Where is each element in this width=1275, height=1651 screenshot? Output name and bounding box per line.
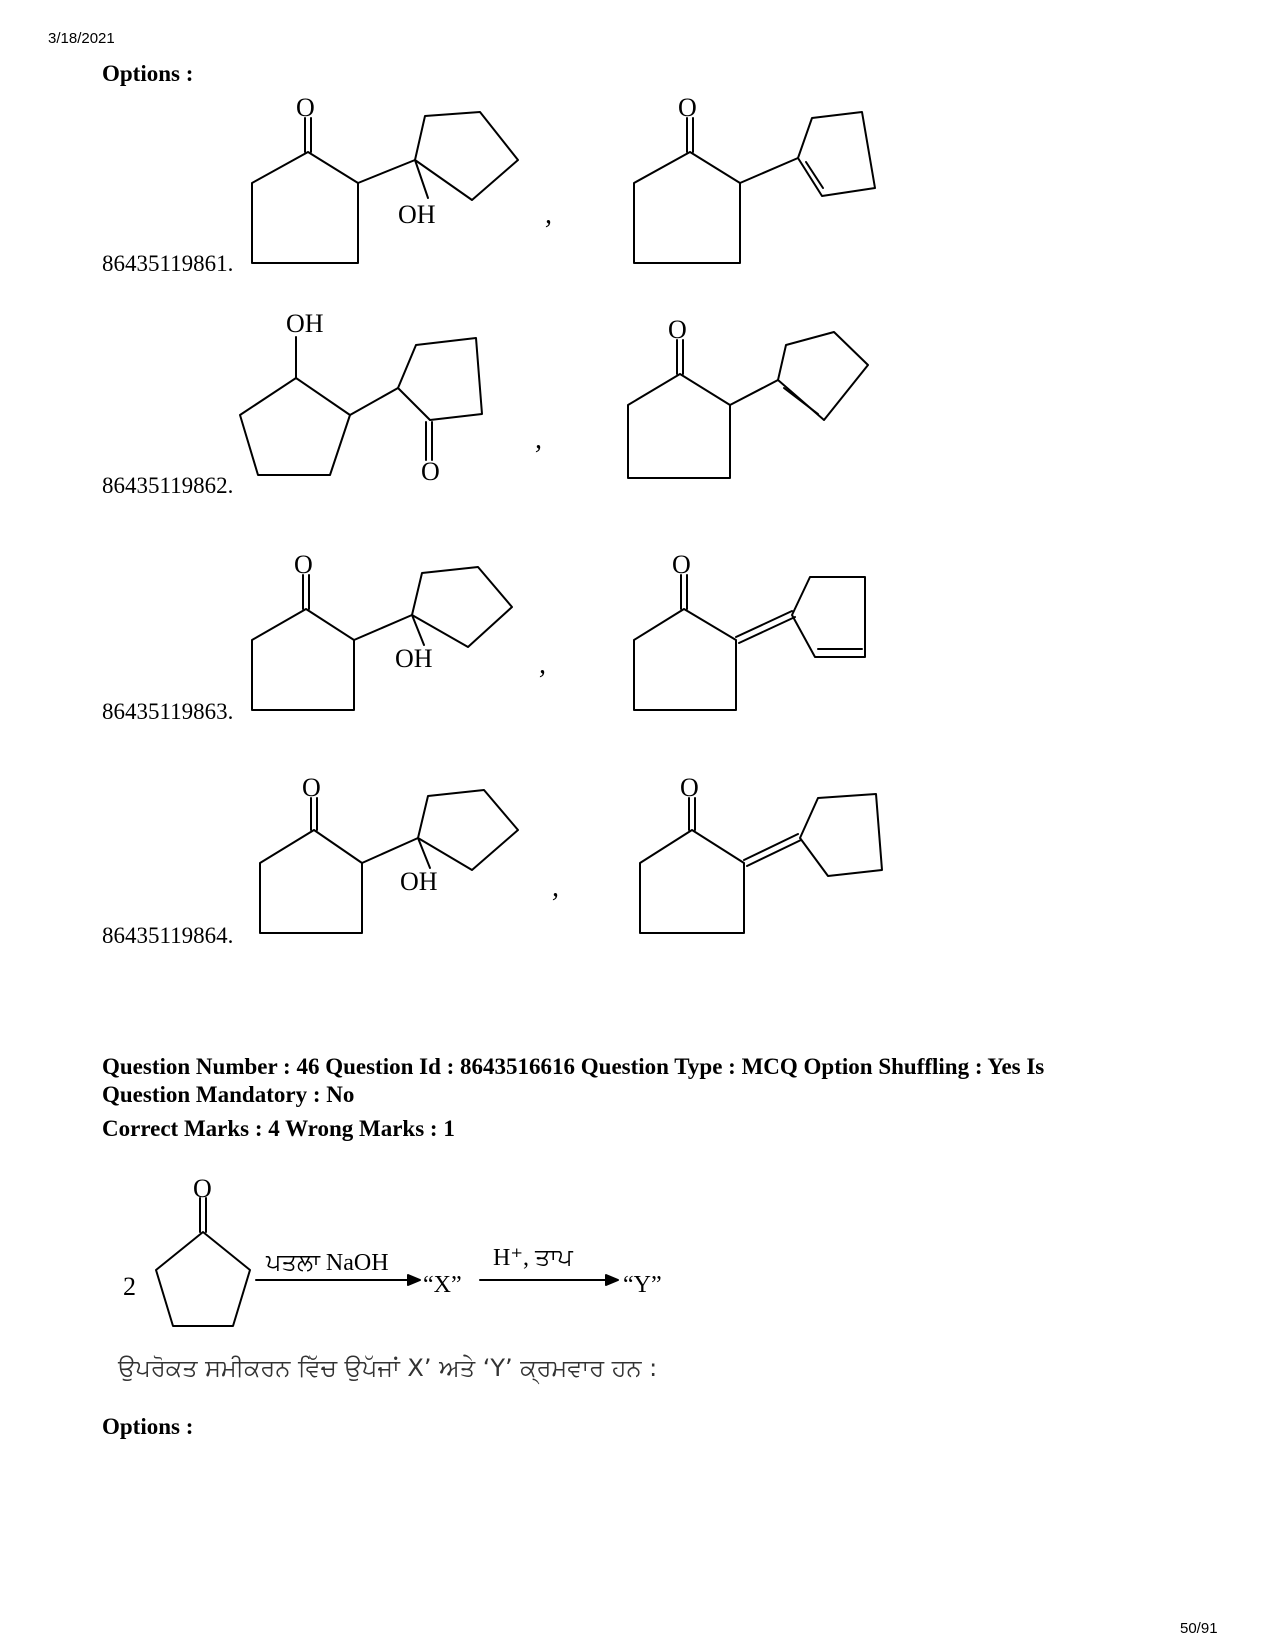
cyclopentene-ring <box>792 577 865 657</box>
oxygen-label: O <box>296 93 315 122</box>
question-marks: Correct Marks : 4 Wrong Marks : 1 <box>102 1116 455 1141</box>
arrowhead <box>606 1275 618 1285</box>
question-statement: ਉਪਰੋਕਤ ਸਮੀਕਰਨ ਵਿੱਚ ਉਪੱਜਾਂ X’ ਅਤੇ ‘Y’ ਕ੍ਰਮਵਾਰ ਹਨ : <box>118 1354 658 1382</box>
reagent-acid-heat: H⁺, ਤਾਪ <box>493 1245 573 1271</box>
option-1-structures <box>250 88 950 288</box>
header-date: 3/18/2021 <box>48 30 115 47</box>
cyclohexanone-ring <box>628 374 730 478</box>
option-3-structures <box>250 545 950 745</box>
cyclopentene-ring <box>778 332 868 420</box>
reaction-scheme <box>118 1170 698 1335</box>
cyclopentanol-ring <box>412 567 512 647</box>
product-y: “Y” <box>623 1272 662 1298</box>
oxygen-label: O <box>668 315 687 344</box>
question-meta-line1: Question Number : 46 Question Id : 8643516616 Question Type : MCQ Option Shuffling : Yes Is <box>102 1054 1045 1079</box>
arrowhead <box>408 1275 420 1285</box>
option-2-number: 86435119862. <box>102 473 234 498</box>
hydroxyl-label: OH <box>398 200 436 229</box>
cyclopentanol-ring <box>240 378 350 475</box>
separator-comma: , <box>535 424 542 455</box>
reagent-dilute-naoh: ਪਤਲਾ NaOH <box>266 1250 389 1276</box>
option-1-number: 86435119861. <box>102 251 234 276</box>
cyclopentanone-ring <box>156 1232 250 1326</box>
option-3-number: 86435119863. <box>102 699 234 724</box>
cyclopentane-ring <box>800 794 882 876</box>
oxygen-label: O <box>302 773 321 802</box>
question-meta-line2: Question Mandatory : No <box>102 1082 355 1107</box>
hydroxyl-label: OH <box>395 644 433 673</box>
option-4-structures <box>258 768 958 968</box>
options-heading: Options : <box>102 1414 194 1439</box>
product-x: “X” <box>423 1272 462 1298</box>
oxygen-label: O <box>672 550 691 579</box>
separator-comma: , <box>545 199 552 230</box>
cyclohexanone-ring <box>252 609 354 710</box>
cyclopentanol-ring <box>415 112 518 200</box>
oxygen-label: O <box>294 550 313 579</box>
cyclopentanone-ring <box>398 338 482 420</box>
oxygen-label: O <box>680 773 699 802</box>
hydroxyl-label: OH <box>286 309 324 338</box>
cyclohexanone-ring <box>260 830 362 933</box>
page-number: 50/91 <box>1180 1620 1218 1637</box>
cyclohexanone-ring <box>640 830 744 933</box>
option-4-number: 86435119864. <box>102 923 234 948</box>
oxygen-label: O <box>193 1174 212 1203</box>
reaction-coefficient: 2 <box>123 1272 136 1301</box>
separator-comma: , <box>539 649 546 680</box>
cyclohexanone-ring <box>634 152 740 263</box>
cyclopentanol-ring <box>418 790 518 870</box>
cyclohexanone-ring <box>634 609 736 710</box>
hydroxyl-label: OH <box>400 867 438 896</box>
oxygen-label: O <box>678 93 697 122</box>
separator-comma: , <box>552 872 559 903</box>
oxygen-label: O <box>421 457 440 486</box>
options-heading: Options : <box>102 61 194 86</box>
option-2-structures <box>238 310 938 510</box>
cyclopentene-ring <box>798 112 875 196</box>
cyclohexanone-ring <box>252 152 358 263</box>
